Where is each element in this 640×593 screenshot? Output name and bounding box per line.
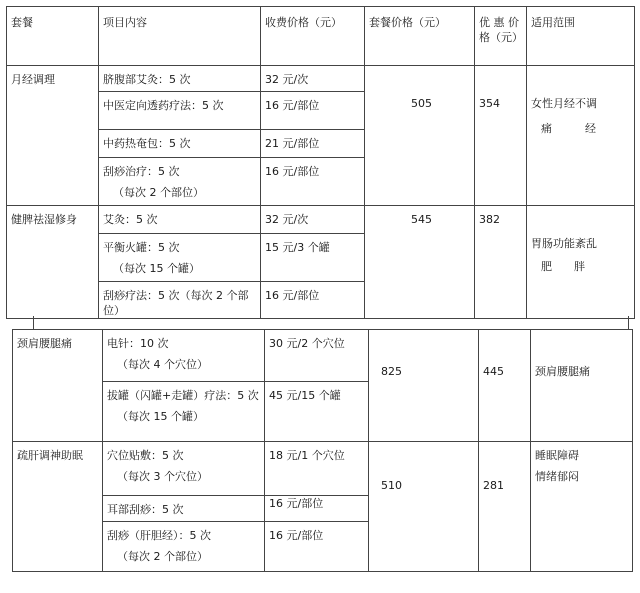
item-content xyxy=(99,158,261,206)
scope xyxy=(531,442,633,572)
item-line: 刮痧治疗：5 次 xyxy=(103,165,180,178)
package-price: 825 xyxy=(369,330,479,442)
package-price: 545 xyxy=(365,206,475,319)
item-fee: 18 元/1 个穴位 xyxy=(265,442,369,496)
table-row xyxy=(7,206,635,234)
scope xyxy=(531,330,633,442)
item-line: 平衡火罐：5 次 xyxy=(103,241,180,254)
item-line: （每次 4 个穴位） xyxy=(117,358,208,371)
item-content xyxy=(103,442,265,496)
item-fee: 15 元/3 个罐 xyxy=(261,234,365,282)
header-items: 项目内容 xyxy=(99,7,261,66)
package-name: 疏肝调神助眠 xyxy=(13,442,103,572)
scope-line: 痛 经 xyxy=(541,122,596,135)
discount-price: 445 xyxy=(479,330,531,442)
package-table-bottom xyxy=(12,329,633,572)
header-fee: 收费价格（元） xyxy=(261,7,365,66)
discount-price: 382 xyxy=(475,206,527,319)
item-fee: 16 元/部位 xyxy=(265,522,369,572)
connector-line xyxy=(628,316,629,330)
item-line: （每次 2 个部位） xyxy=(113,186,204,199)
item-fee: 16 元/部位 xyxy=(261,158,365,206)
scope-line: 睡眠障碍 xyxy=(535,449,579,462)
header-row xyxy=(7,7,635,66)
package-price: 505 xyxy=(365,66,475,206)
item-line: 拔罐（闪罐+走罐）疗法：5 次 xyxy=(107,389,259,402)
discount-price: 281 xyxy=(479,442,531,572)
scope-line: 肥 胖 xyxy=(541,260,585,273)
item-content: 刮痧疗法：5 次（每次 2 个部位） xyxy=(99,282,261,319)
header-discount-price: 优 惠 价 格（元） xyxy=(475,7,527,66)
item-line: 刮痧（肝胆经）：5 次 xyxy=(107,529,211,542)
scope-line: 情绪郁闷 xyxy=(535,470,579,483)
item-line: （每次 3 个穴位） xyxy=(117,470,208,483)
item-fee: 16 元/部位 xyxy=(265,496,369,522)
header-scope: 适用范围 xyxy=(527,7,635,66)
scope xyxy=(527,66,635,206)
item-content: 艾灸：5 次 xyxy=(99,206,261,234)
table-row xyxy=(13,442,633,496)
item-fee: 30 元/2 个穴位 xyxy=(265,330,369,382)
item-fee: 16 元/部位 xyxy=(261,92,365,130)
item-line: （每次 15 个罐） xyxy=(117,410,204,423)
item-content: 耳部刮痧：5 次 xyxy=(103,496,265,522)
item-line: 穴位贴敷：5 次 xyxy=(107,449,184,462)
package-name: 颈肩腰腿痛 xyxy=(13,330,103,442)
package-name: 健脾祛湿修身 xyxy=(7,206,99,319)
table-row xyxy=(13,330,633,382)
header-package-price: 套餐价格（元） xyxy=(365,7,475,66)
discount-price: 354 xyxy=(475,66,527,206)
connector-line xyxy=(33,316,34,330)
item-fee: 21 元/部位 xyxy=(261,130,365,158)
item-content: 中医定向透药疗法：5 次 xyxy=(99,92,261,130)
scope xyxy=(527,206,635,319)
item-fee: 45 元/15 个罐 xyxy=(265,382,369,442)
item-content: 脐腹部艾灸：5 次 xyxy=(99,66,261,92)
scope-line: 颈肩腰腿痛 xyxy=(535,365,590,378)
item-content: 中药热奄包：5 次 xyxy=(99,130,261,158)
item-content xyxy=(103,522,265,572)
package-name: 月经调理 xyxy=(7,66,99,206)
table-row xyxy=(7,66,635,92)
item-fee: 16 元/部位 xyxy=(261,282,365,319)
scope-line: 胃肠功能紊乱 xyxy=(531,237,597,250)
header-package: 套餐 xyxy=(7,7,99,66)
item-content xyxy=(99,234,261,282)
item-content xyxy=(103,330,265,382)
item-fee: 32 元/次 xyxy=(261,66,365,92)
item-line: 电针：10 次 xyxy=(107,337,169,350)
package-table-top xyxy=(6,6,635,319)
item-line: （每次 2 个部位） xyxy=(117,550,208,563)
item-line: （每次 15 个罐） xyxy=(113,262,200,275)
package-price: 510 xyxy=(369,442,479,572)
item-content xyxy=(103,382,265,442)
item-fee: 32 元/次 xyxy=(261,206,365,234)
scope-line: 女性月经不调 xyxy=(531,97,597,110)
